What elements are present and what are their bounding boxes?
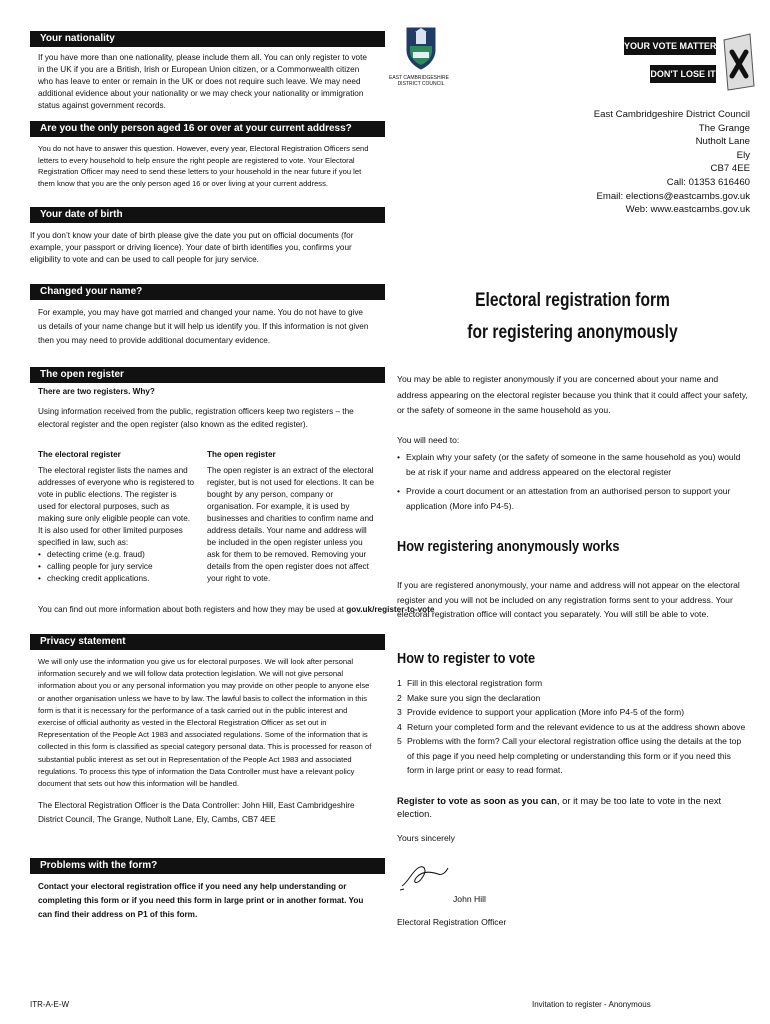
register-steps <box>397 676 749 778</box>
address-line: East Cambridgeshire District Council <box>593 109 750 120</box>
signer-role: Electoral Registration Officer <box>397 917 507 927</box>
list-item: 5 Problems with the form? Call your electoral registration office using the details at the top of this page if you need help completing or understanding this form or if you need this form in large print or easy to read format. <box>397 736 742 775</box>
nationality-text: If you have more than one nationality, please include them all. You can only register to vote in the UK if you are a British, Irish or European Union citizen, or a Commonwealth citizen who has leave to enter or remain in the UK or does not require such leave. We may need additional evidence about your nationality or we may check your nationality or immigration status against government records. <box>38 53 367 110</box>
list-item: • Explain why your safety (or the safety of someone in the same household as you) would be at risk if your name and address appeared on the electoral register <box>397 450 749 479</box>
list-item: 2 Make sure you sign the declaration <box>397 692 541 703</box>
register-asap-rest: , or it may be too late to vote in the next election. <box>397 795 722 819</box>
council-logo <box>389 26 449 87</box>
address-line: The Grange <box>698 122 750 134</box>
electoral-register-col <box>38 465 196 585</box>
council-address <box>490 108 750 217</box>
problems-heading: Problems with the form? <box>30 858 385 874</box>
how-to-register-heading: How to register to vote <box>397 650 536 667</box>
signature-icon <box>398 858 450 894</box>
more-info-text: You can find out more information about both registers and how they may be used at <box>38 605 347 614</box>
data-controller-text: The Electoral Registration Officer is the Data Controller: John Hill, East Cambridgeshire District Council, The Grange, Nutholt Lane, Ely, Cambs, CB7 4EE <box>38 801 355 824</box>
list-item: 1 Fill in this electoral registration form <box>397 678 543 688</box>
address-line: Ely <box>736 149 750 161</box>
vote-matters-logo <box>624 32 756 94</box>
ballot-paper-icon <box>720 32 756 92</box>
list-item: • detecting crime (e.g. fraud) <box>38 549 196 561</box>
age-text: You do not have to answer this question. However, every year, Electoral Registration Officers send letters to every household to help ensure the right people are registered to vote. Your Electoral Registration Officer may need to send these letters to your household in the near future if you let them know that you are the only person aged 16 or over living at your current address. <box>38 144 369 188</box>
open-register-heading: The open register <box>30 367 385 383</box>
open-register-subtitle: There are two registers. Why? <box>38 387 155 396</box>
electoral-register-col-text: The electoral register lists the names and addresses of everyone who is registered to vote in public elections. The register is used for electoral purposes, such as making sure only eligible people can vote. It is also used for other limited purposes specified in law, such as: <box>38 466 195 547</box>
page-footer: Invitation to register - Anonymous <box>532 1000 651 1009</box>
form-title-line2: for registering anonymously <box>467 322 678 343</box>
you-will-need-label: You will need to: <box>397 435 460 445</box>
form-title-line1: Electoral registration form <box>475 290 670 311</box>
open-register-intro: Using information received from the public, registration officers keep two registers – the electoral register and the open register (also known as the edited register). <box>38 407 354 429</box>
privacy-text: We will only use the information you give us for electoral purposes. We will look after personal information securely and we will follow data protection legislation. We will not give personal information about you or any personal information you may provide on other people to anyone else or another organisation unless we have to by law. The lawful basis to collect the information in this form is that it is necessary for the performance of a task carried out in the public interest and exercise of official authority as vested in the Electoral Registration Officer as set out in Representation of the People Act 1983 and associated regulations. Some of the information that is collected in this form is classified as special category personal data. This is processed for reason of substantial public interest as set out in Representation of the People Act 1983 and associated regulations. To process this type of information the Data Controller must have a relevant policy document that sets out how this information will be handled. <box>38 657 372 789</box>
vote-matters-line2: DON'T LOSE IT <box>650 65 716 83</box>
register-asap-bold: Register to vote as soon as you can <box>397 795 557 806</box>
open-register-col-text: The open register is an extract of the electoral register, but is not used for elections. It can be bought by any person, company or organisation. For example, it is used by businesses and charities to confirm name and address details. Your name and address will be included in the open register unless you ask for them to be removed. Removing your details from the open register does not affect your right to vote. <box>207 466 375 583</box>
form-title <box>395 285 750 349</box>
privacy-heading: Privacy statement <box>30 634 385 650</box>
nationality-heading: Your nationality <box>30 31 385 47</box>
requirements-list <box>397 450 749 513</box>
dob-heading: Your date of birth <box>30 207 385 223</box>
address-line: Nutholt Lane <box>695 136 750 148</box>
council-name-line1: EAST CAMBRIDGESHIRE <box>389 75 449 81</box>
signer-name: John Hill <box>453 894 486 904</box>
name-heading: Changed your name? <box>30 284 385 300</box>
more-info-line <box>38 604 435 616</box>
list-item: • Provide a court document or an attestation from an authorised person to support your application (More info P4-5). <box>397 484 749 513</box>
list-item: • checking credit applications. <box>38 573 196 585</box>
electoral-register-uses <box>38 549 196 585</box>
council-name-line2: DISTRICT COUNCIL <box>397 81 445 87</box>
open-register-col-title: The open register <box>207 450 276 459</box>
yours-sincerely: Yours sincerely <box>397 833 455 843</box>
how-anonymous-works-text: If you are registered anonymously, your name and address will not appear on the electoral register and you will not be included on any registration forms sent to your address. Your electoral registration office will contact you separately. You will still be able to vote. <box>397 580 740 619</box>
age-heading: Are you the only person aged 16 or over at your current address? <box>30 121 385 137</box>
list-item: • calling people for jury service <box>38 561 196 573</box>
address-email[interactable]: Email: elections@eastcambs.gov.uk <box>596 190 750 202</box>
anonymous-intro: You may be able to register anonymously if you are concerned about your name and address appearing on the electoral register because you think that it could affect your safety, or the safety of someone in the same household as you. <box>397 374 748 415</box>
list-item: 4 Return your completed form and the relevant evidence to us at the address shown above <box>397 721 746 732</box>
dob-text: If you don’t know your date of birth please give the date you put on official documents (for example, your passport or driving licence). Your date of birth identifies you, confirms your eligibility to vote and can be used to call people for jury service. <box>30 231 354 264</box>
footer-code: ITR-A-E-W <box>30 1000 70 1009</box>
gov-uk-link[interactable]: gov.uk/register-to-vote <box>346 605 435 614</box>
problems-text: Contact your electoral registration office if you need any help understanding or completing this form or if you need this form in large print or in another format. You can find their address on P1 of this form. <box>38 882 364 919</box>
address-line: CB7 4EE <box>710 163 750 175</box>
electoral-register-col-title: The electoral register <box>38 450 121 459</box>
address-web[interactable]: Web: www.eastcambs.gov.uk <box>625 204 750 216</box>
list-item: 3 Provide evidence to support your application (More info P4-5 of the form) <box>397 707 685 717</box>
name-text: For example, you may have got married and changed your name. You do not have to give us details of your name change but it will help us identify you. If this information is not given then you may need to provide additional documentary evidence. <box>38 308 369 345</box>
register-asap <box>397 794 749 820</box>
how-anonymous-works-heading: How registering anonymously works <box>397 538 620 555</box>
council-crest-icon <box>405 26 437 70</box>
vote-matters-line1: YOUR VOTE MATTERS <box>624 37 716 55</box>
address-phone: Call: 01353 616460 <box>666 176 750 188</box>
